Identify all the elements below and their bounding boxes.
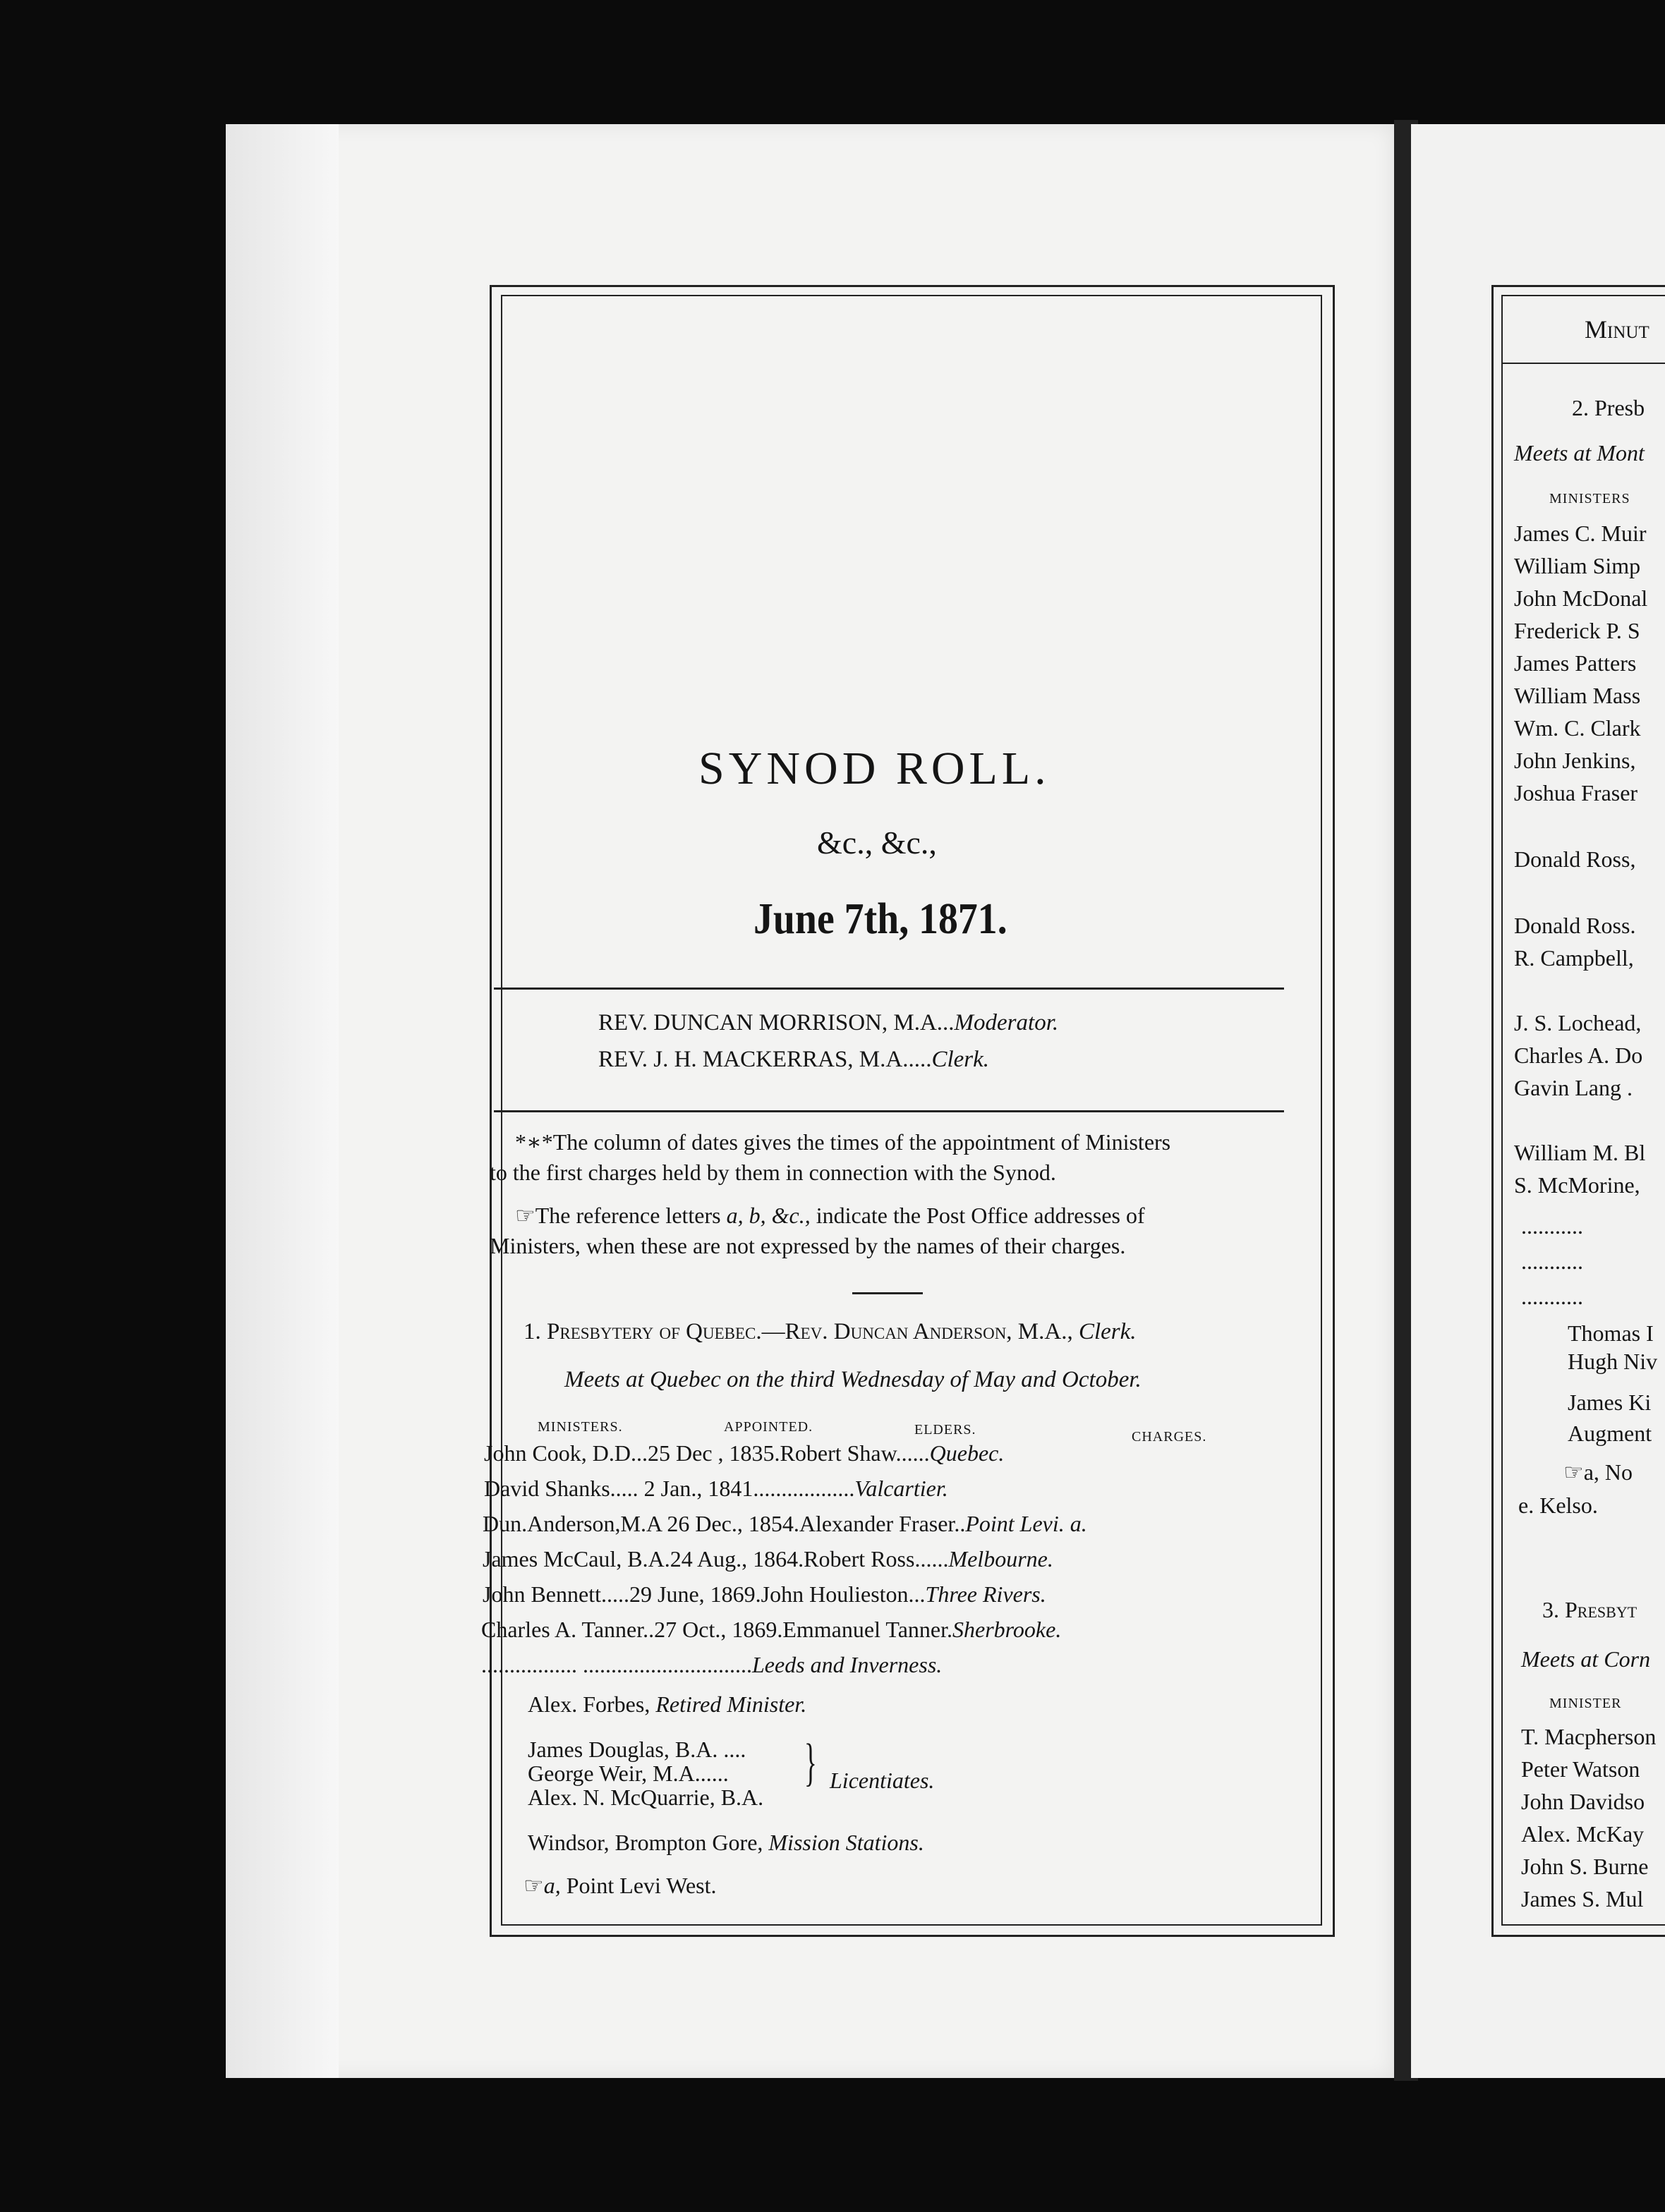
right-page-header: Minut — [1585, 315, 1649, 344]
pointing-hand-icon: ☞ — [523, 1873, 544, 1898]
right-line: Hugh Niv — [1568, 1349, 1658, 1374]
right-line: ........... — [1521, 1213, 1583, 1239]
moderator-line — [598, 1010, 1058, 1036]
document-date: June 7th, 1871. — [753, 895, 1007, 943]
right-line: Alex. McKay — [1521, 1821, 1645, 1847]
right-line: James C. Muir — [1514, 521, 1647, 546]
right-line: e. Kelso. — [1518, 1493, 1598, 1518]
right-line: R. Campbell, — [1514, 945, 1634, 971]
right-line: ........... — [1521, 1248, 1583, 1274]
mission-stations: Windsor, Brompton Gore, Mission Stations. — [528, 1830, 924, 1855]
right-line: T. Macpherson — [1521, 1724, 1657, 1749]
presbytery-heading: 1. Presbytery of Quebec.—Rev. Duncan Anderson, M.A., Clerk. — [523, 1319, 1137, 1344]
right-line: James S. Mul — [1521, 1886, 1644, 1912]
right-line: S. McMorine, — [1514, 1172, 1640, 1198]
licentiates-label: Licentiates. — [830, 1768, 935, 1793]
table-row: John Cook, D.D...25 Dec , 1835.Robert Shaw......Quebec. — [484, 1440, 1005, 1466]
right-line: Frederick P. S — [1514, 618, 1640, 643]
reference-note-line-1: ☞The reference letters a, b, &c., indicate the Post Office addresses of — [515, 1203, 1145, 1228]
clerk-name: REV. J. H. MACKERRAS, M.A..... — [598, 1047, 932, 1072]
clerk-role: Clerk. — [931, 1047, 990, 1072]
licentiate-1: James Douglas, B.A. .... — [528, 1737, 746, 1762]
document-title: SYNOD ROLL. — [698, 743, 1051, 794]
table-row: Dun.Anderson,M.A 26 Dec., 1854.Alexander Fraser..Point Levi. a. — [483, 1511, 1087, 1536]
pointing-hand-icon: ☞ — [515, 1203, 535, 1228]
right-line: John Davidso — [1521, 1789, 1645, 1814]
table-row: ................. ..............................Leeds and Inverness. — [481, 1652, 943, 1677]
col-header-elders: ELDERS. — [914, 1422, 976, 1438]
table-row: John Bennett.....29 June, 1869.John Houlieston...Three Rivers. — [483, 1581, 1046, 1607]
licentiate-2: George Weir, M.A...... — [528, 1761, 729, 1786]
col-header-appointed: APPOINTED. — [724, 1419, 813, 1435]
right-line: Peter Watson — [1521, 1756, 1640, 1782]
reference-footnote: ☞a, Point Levi West. — [523, 1873, 717, 1898]
right-line: MINISTERS — [1549, 491, 1630, 506]
right-line: J. S. Lochead, — [1514, 1010, 1642, 1035]
table-row: David Shanks..... 2 Jan., 1841..................Valcartier. — [484, 1476, 948, 1501]
right-line: John Jenkins, — [1514, 748, 1636, 773]
right-line: Thomas I — [1568, 1320, 1654, 1346]
right-line: William Simp — [1514, 553, 1641, 578]
divider-top — [494, 988, 1284, 990]
dates-note-line-1: *∗*The column of dates gives the times of the appointment of Ministers — [515, 1129, 1171, 1155]
right-line: Gavin Lang . — [1514, 1075, 1633, 1100]
right-line: Wm. C. Clark — [1514, 715, 1641, 741]
col-header-charges: CHARGES. — [1132, 1429, 1207, 1445]
moderator-name: REV. DUNCAN MORRISON, M.A... — [598, 1010, 955, 1035]
licentiate-3: Alex. N. McQuarrie, B.A. — [528, 1785, 764, 1810]
col-header-ministers: MINISTERS. — [538, 1419, 623, 1435]
right-line: Meets at Mont — [1514, 440, 1645, 466]
divider-middle — [494, 1110, 1284, 1112]
reference-note-line-2: Ministers, when these are not expressed by the names of their charges. — [490, 1233, 1126, 1258]
right-line: Joshua Fraser — [1514, 780, 1638, 806]
right-line: John McDonal — [1514, 585, 1648, 611]
short-divider — [852, 1292, 923, 1294]
moderator-role: Moderator. — [954, 1010, 1059, 1035]
right-line: Charles A. Do — [1514, 1043, 1643, 1068]
right-line: 3. Presbyt — [1542, 1597, 1637, 1622]
right-line: Meets at Corn — [1521, 1646, 1651, 1672]
right-line: Augment — [1568, 1421, 1652, 1446]
table-row: Charles A. Tanner..27 Oct., 1869.Emmanuel Tanner.Sherbrooke. — [481, 1617, 1062, 1642]
right-line: James Ki — [1568, 1390, 1652, 1415]
right-line: ........... — [1521, 1284, 1583, 1309]
right-page-rule — [1501, 363, 1665, 364]
right-line: 2. Presb — [1572, 395, 1645, 420]
title-etc: &c., &c., — [817, 825, 937, 861]
right-line: ☞a, No — [1563, 1459, 1633, 1485]
dates-note-line-2: to the first charges held by them in connection with the Synod. — [490, 1160, 1056, 1185]
right-line: Donald Ross. — [1514, 913, 1636, 938]
meeting-schedule: Meets at Quebec on the third Wednesday of May and October. — [564, 1367, 1142, 1392]
right-line: MINISTER — [1549, 1696, 1622, 1711]
pointing-hand-icon: ☞ — [1563, 1459, 1584, 1485]
table-row: James McCaul, B.A.24 Aug., 1864.Robert Ross......Melbourne. — [483, 1546, 1053, 1572]
licentiates-brace: } — [804, 1734, 817, 1792]
right-line: James Patters — [1514, 650, 1637, 676]
page-gutter-shadow — [226, 124, 339, 2078]
right-line: William Mass — [1514, 683, 1641, 708]
right-line: John S. Burne — [1521, 1854, 1649, 1879]
clerk-line — [598, 1047, 989, 1073]
right-line: Donald Ross, — [1514, 846, 1636, 872]
retired-minister: Alex. Forbes, Retired Minister. — [528, 1691, 807, 1717]
right-line: William M. Bl — [1514, 1140, 1646, 1165]
